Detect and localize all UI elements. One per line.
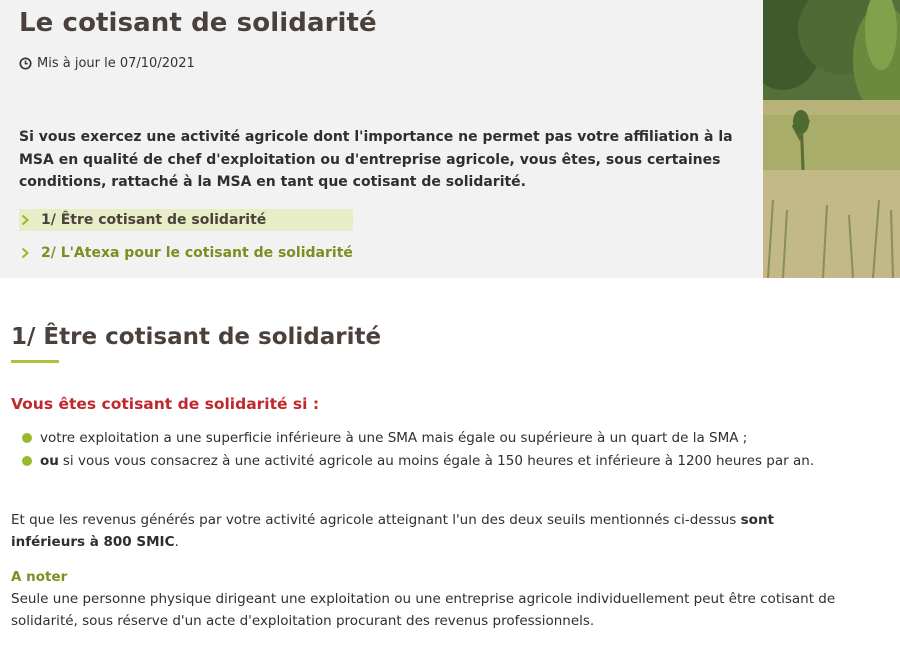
conditions-subheading: Vous êtes cotisant de solidarité si : <box>11 395 320 413</box>
list-item-bold: ou <box>40 452 59 469</box>
toc-link-label: 2/ L'Atexa pour le cotisant de solidarité <box>41 245 353 261</box>
title-underline <box>11 360 59 363</box>
section-title: 1/ Être cotisant de solidarité <box>11 324 382 350</box>
toc-link-atexa[interactable] <box>19 242 353 264</box>
intro-text: Si vous exercez une activité agricole dont l'importance ne permet pas votre affiliation à la MSA en qualité de chef d'exploitation ou d'entreprise agricole, vous êtes, sous certaines conditions, rattaché à la MSA en tant que cotisant de solidarité. <box>19 129 733 190</box>
toc-link-label: 1/ Être cotisant de solidarité <box>41 212 267 228</box>
list-item-text: votre exploitation a une superficie inférieure à une SMA mais égale ou supérieure à un quart de la SMA ; <box>40 429 748 446</box>
income-bold: sont inférieurs à 800 SMIC <box>11 512 775 550</box>
chevron-right-icon <box>19 247 31 259</box>
conditions-list <box>22 426 814 472</box>
income-text: Et que les revenus générés par votre activité agricole atteignant l'un des deux seuils mentionnés ci-dessus <box>11 512 741 528</box>
bullet-dot <box>22 433 32 443</box>
hero-field-photo <box>763 0 900 278</box>
page-title: Le cotisant de solidarité <box>19 8 377 38</box>
bullet-dot <box>22 456 32 466</box>
list-item <box>22 449 814 472</box>
note-label: A noter <box>11 569 68 585</box>
hero-banner <box>0 0 900 278</box>
clock-icon <box>19 57 32 70</box>
list-item-text: si vous vous consacrez à une activité agricole au moins égale à 150 heures et inférieure à 1200 heures par an. <box>62 452 815 469</box>
income-paragraph <box>11 509 841 553</box>
income-suffix: . <box>174 534 179 550</box>
list-item <box>22 426 814 449</box>
last-updated <box>19 56 195 71</box>
toc-link-etre-cotisant[interactable] <box>19 209 353 231</box>
table-of-contents <box>19 209 353 275</box>
note-text: Seule une personne physique dirigeant une exploitation ou une entreprise agricole individuellement peut être cotisant de solidarité, sous réserve d'un acte d'exploitation procurant des revenus professionnels. <box>11 591 836 629</box>
chevron-right-icon <box>19 214 31 226</box>
last-updated-text: Mis à jour le 07/10/2021 <box>37 56 195 71</box>
